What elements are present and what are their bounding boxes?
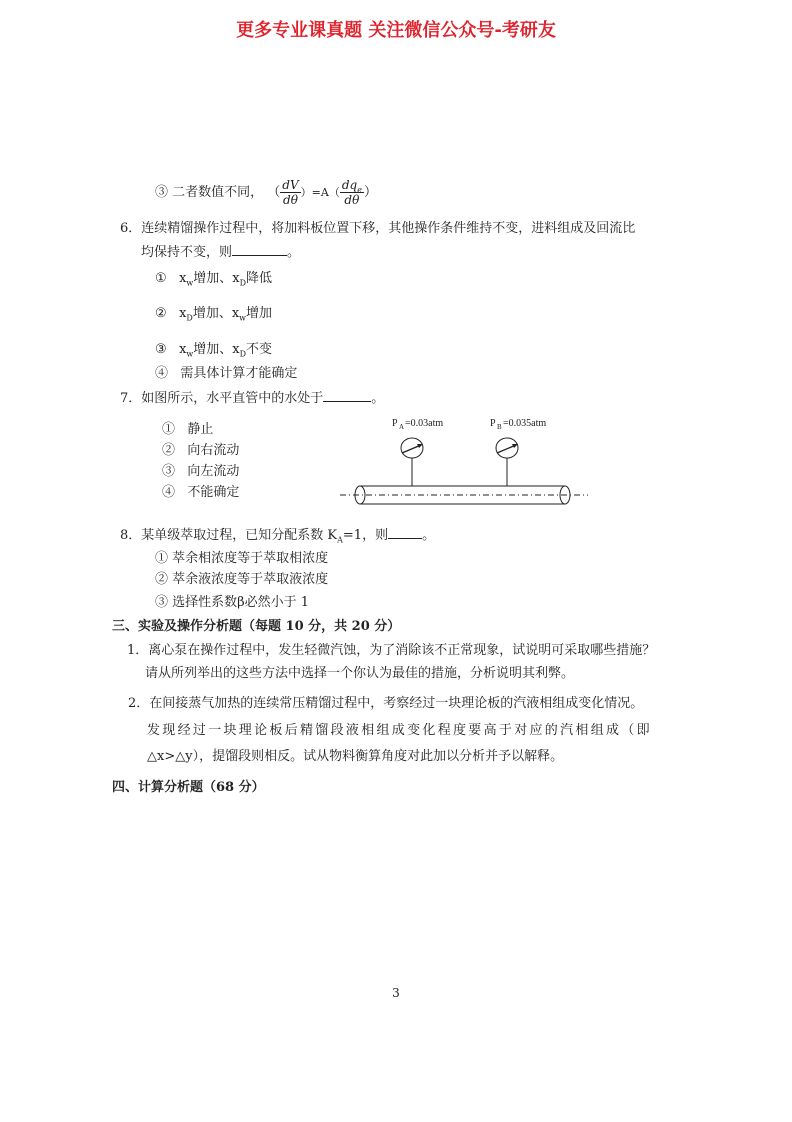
s3-q1-line2: 请从所列举出的这些方法中选择一个你认为最佳的措施，分析说明其利弊。 <box>145 666 575 681</box>
q8-stem: 8．某单级萃取过程，已知分配系数 K <box>120 528 338 543</box>
horizontal-pipe <box>340 486 588 504</box>
q6-option-4 <box>155 366 297 382</box>
text: 增加、x <box>193 271 240 286</box>
subscript: A <box>337 535 343 545</box>
answer-blank <box>232 243 287 256</box>
pressure-gauge-b <box>496 438 518 486</box>
s3-q1-line1: 1．离心泵在操作过程中，发生轻微汽蚀，为了消除该不正常现象，试说明可采取哪些措施？ <box>127 643 656 658</box>
text: 降低 <box>246 271 273 286</box>
var: x <box>179 342 187 357</box>
paren: ） <box>363 185 377 200</box>
label-sub: B <box>497 423 502 431</box>
gauge-b-label <box>490 418 546 431</box>
text: 增加、x <box>193 342 240 357</box>
q6-text-line1: 6．连续精馏操作过程中，将加料板位置下移，其他操作条件维持不变，进料组成及回流比 <box>120 221 636 236</box>
q6-text-line2 <box>141 243 300 261</box>
option-number: ② <box>162 443 176 458</box>
label-p: P <box>490 418 496 429</box>
option-number: ③ <box>162 464 176 479</box>
period: 。 <box>287 245 301 260</box>
denominator: dθ <box>344 193 360 207</box>
option-number: ④ <box>155 366 169 381</box>
section-3-title: 三、实验及操作分析题（每题 10 分，共 20 分） <box>112 619 401 634</box>
var: x <box>179 306 187 321</box>
subscript: D <box>239 349 247 359</box>
q7-option-1 <box>162 422 213 438</box>
q6-option-3 <box>155 342 272 358</box>
answer-blank <box>323 389 371 402</box>
q6-option-1 <box>155 271 272 287</box>
gauge-a-label <box>392 418 443 431</box>
subscript: w <box>239 313 247 323</box>
q8-text <box>120 526 435 544</box>
q6-stem: 均保持不变，则 <box>141 245 233 260</box>
page-number: 3 <box>392 986 400 1000</box>
text: 向左流动 <box>187 464 240 479</box>
text: 不能确定 <box>187 485 240 500</box>
q8-option-2: ② 萃余液浓度等于萃取液浓度 <box>155 572 329 587</box>
option-number: ④ <box>162 485 176 500</box>
period: 。 <box>422 528 436 543</box>
q5-option-3 <box>155 178 377 207</box>
option-number: ① <box>162 422 176 437</box>
numerator: dq <box>341 178 358 192</box>
option-number: ③ <box>155 342 167 357</box>
pipe-diagram <box>330 408 590 510</box>
fraction-dv-dtheta <box>280 178 300 207</box>
period: 。 <box>371 391 385 406</box>
subscript: D <box>186 313 193 323</box>
text: 增加 <box>246 306 273 321</box>
text: 向右流动 <box>187 443 240 458</box>
q8-option-3: ③ 选择性系数β必然小于 1 <box>155 595 310 610</box>
s3-q2-line1: 2．在间接蒸气加热的连续常压精馏过程中，考察经过一块理论板的汽液相组成变化情况。 <box>128 696 644 711</box>
q7-option-3 <box>162 464 239 480</box>
option-number: ② <box>155 306 167 321</box>
q6-option-2 <box>155 306 272 322</box>
pressure-gauge-a <box>401 438 423 486</box>
equals-a: ）=A（ <box>300 186 340 199</box>
q7-option-2 <box>162 443 239 459</box>
var: x <box>179 271 187 286</box>
option-number: ① <box>155 271 167 286</box>
s3-q2-line3: △x>△y），提馏段则相反。试从物料衡算角度对此加以分析并予以解释。 <box>147 749 564 764</box>
text: 需具体计算才能确定 <box>180 366 298 381</box>
subscript: D <box>239 278 247 288</box>
label-value: =0.03atm <box>405 418 444 429</box>
subscript: e <box>357 185 362 195</box>
label-sub: A <box>399 423 405 431</box>
text: 增加、x <box>192 306 240 321</box>
promo-banner: 更多专业课真题 关注微信公众号-考研友 <box>236 20 556 41</box>
fraction-dq-dtheta <box>340 178 364 207</box>
q8-option-1: ① 萃余相浓度等于萃取相浓度 <box>155 551 329 566</box>
section-4-title: 四、计算分析题（68 分） <box>112 780 265 795</box>
q8-stem-end: =1，则 <box>342 528 389 543</box>
q7-text <box>120 389 384 407</box>
subscript: w <box>186 278 194 288</box>
numerator: dV <box>282 178 299 192</box>
paren: （ <box>267 185 281 200</box>
denominator: dθ <box>283 193 298 207</box>
option-label: ③ 二者数值不同， <box>155 185 264 200</box>
text: 静止 <box>187 422 214 437</box>
subscript: w <box>186 349 194 359</box>
q7-option-4 <box>162 485 239 501</box>
s3-q2-line2: 发现经过一块理论板后精馏段液相组成变化程度要高于对应的汽相组成（即 <box>147 723 652 738</box>
label-p: P <box>392 418 398 429</box>
text: 不变 <box>246 342 273 357</box>
label-value: =0.035atm <box>503 418 547 429</box>
answer-blank <box>388 526 422 539</box>
q7-stem: 7．如图所示，水平直管中的水处于 <box>120 391 324 406</box>
